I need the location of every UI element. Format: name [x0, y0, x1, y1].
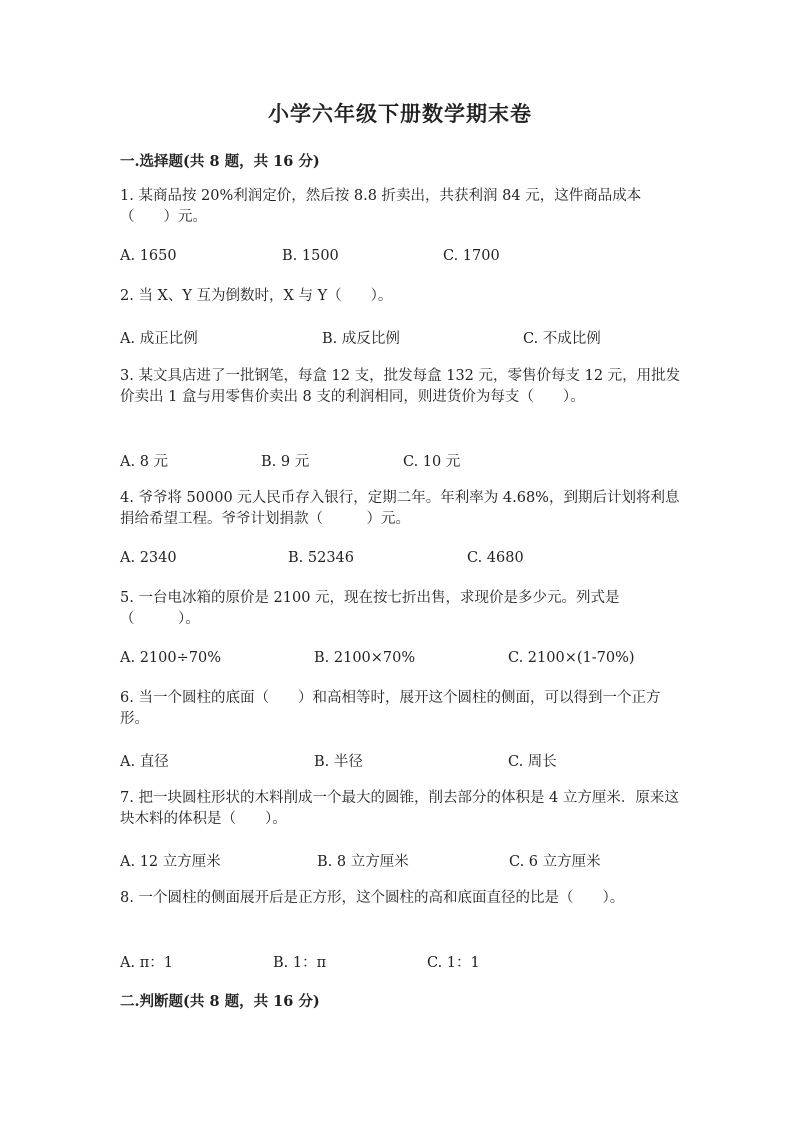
section-heading-choice: 一.选择题(共 8 题，共 16 分) — [120, 153, 320, 170]
question-6: 6. 当一个圆柱的底面（ ）和高相等时，展开这个圆柱的侧面，可以得到一个正方形。 — [120, 690, 661, 727]
option-a: A. π：1 — [120, 955, 173, 971]
question-5: 5. 一台电冰箱的原价是 2100 元，现在按七折出售，求现价是多少元。列式是（ ）。 — [120, 590, 620, 627]
question-2-options — [120, 327, 720, 347]
option-b: B. 8 立方厘米 — [317, 854, 409, 870]
option-c: C. 10 元 — [403, 454, 461, 470]
option-a: A. 2100÷70% — [120, 650, 221, 666]
question-1-options — [120, 248, 720, 268]
option-b: B. 半径 — [314, 754, 363, 770]
question-6-options — [120, 750, 720, 770]
option-b: B. 成反比例 — [322, 331, 400, 347]
option-a: A. 2340 — [120, 550, 177, 566]
option-c: C. 1700 — [443, 248, 500, 264]
option-b: B. 2100×70% — [314, 650, 416, 666]
option-c: C. 1：1 — [427, 955, 480, 971]
option-b: B. 52346 — [288, 550, 355, 566]
option-a: A. 1650 — [120, 248, 177, 264]
page-title: 小学六年级下册数学期末卷 — [268, 101, 532, 126]
option-b: B. 9 元 — [261, 454, 310, 470]
question-5-options — [120, 650, 720, 670]
option-b: B. 1：π — [273, 955, 327, 971]
option-c: C. 不成比例 — [523, 331, 601, 347]
option-a: A. 成正比例 — [120, 331, 198, 347]
option-c: C. 6 立方厘米 — [509, 854, 601, 870]
section-heading-judgement: 二.判断题(共 8 题，共 16 分) — [120, 993, 320, 1010]
question-7-options — [120, 850, 720, 870]
question-3: 3. 某文具店进了一批钢笔，每盒 12 支，批发每盒 132 元，零售价每支 12 元，用批发价卖出 1 盒与用零售价卖出 8 支的利润相同，则进货价为每支（ ）。 — [120, 368, 681, 405]
question-8-options — [120, 951, 720, 971]
option-c: C. 4680 — [467, 550, 524, 566]
question-4-options — [120, 550, 720, 570]
option-a: A. 直径 — [120, 754, 169, 770]
option-a: A. 12 立方厘米 — [120, 854, 221, 870]
option-a: A. 8 元 — [120, 454, 169, 470]
option-c: C. 2100×(1-70%) — [508, 650, 635, 666]
question-2: 2. 当 X、Y 互为倒数时，X 与 Y（ ）。 — [120, 288, 393, 304]
question-1: 1. 某商品按 20%利润定价，然后按 8.8 折卖出，共获利润 84 元，这件商品成本（ ）元。 — [120, 188, 642, 225]
option-c: C. 周长 — [508, 754, 557, 770]
question-4: 4. 爷爷将 50000 元人民币存入银行，定期二年。年利率为 4.68%，到期后计划将利息捐给希望工程。爷爷计划捐款（ ）元。 — [120, 490, 680, 527]
option-b: B. 1500 — [282, 248, 339, 264]
question-8: 8. 一个圆柱的侧面展开后是正方形，这个圆柱的高和底面直径的比是（ ）。 — [120, 890, 625, 906]
question-3-options — [120, 450, 720, 470]
question-7: 7. 把一块圆柱形状的木料削成一个最大的圆锥，削去部分的体积是 4 立方厘米．原来这块木料的体积是（ ）。 — [120, 790, 679, 827]
